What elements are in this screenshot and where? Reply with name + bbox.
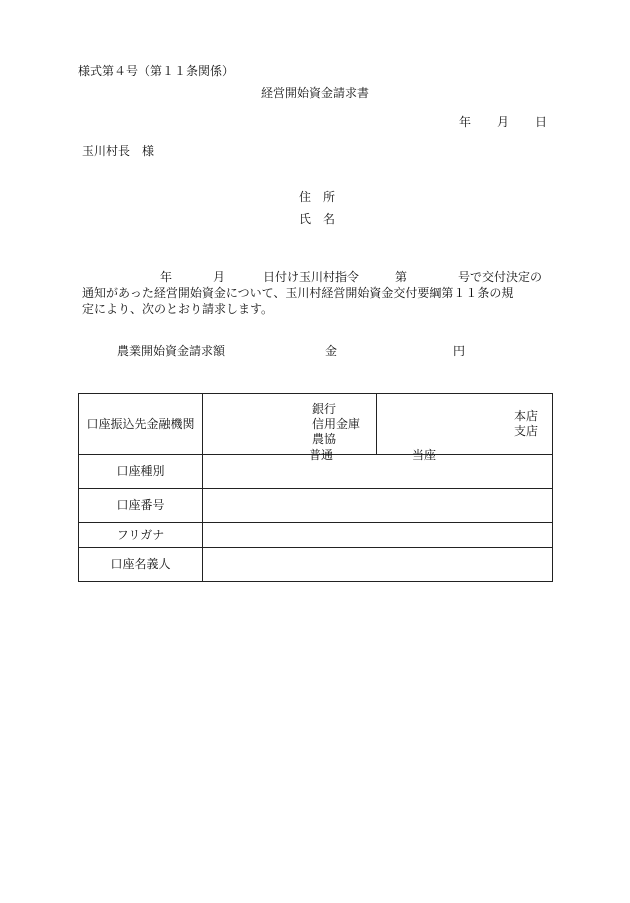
institution-type-nokyo: 農協 (312, 431, 337, 446)
account-holder-label: 口座名義人 (79, 548, 203, 582)
furigana-field[interactable] (203, 523, 553, 548)
institution-type-bank: 銀行 (312, 401, 337, 416)
body-number-suffix: 号で交付決定の (458, 270, 543, 284)
institution-label: 口座振込先金融機関 (79, 394, 203, 455)
amount-label: 農業開始資金請求額 (117, 344, 226, 358)
bank-account-table (78, 393, 553, 582)
table-row (79, 394, 553, 455)
amount-prefix: 金 (325, 344, 338, 358)
date-day-label: 日 (535, 115, 548, 129)
addressee: 玉川村長 様 (82, 144, 155, 158)
date-year-label: 年 (459, 115, 472, 129)
account-type-ordinary: 普通 (309, 448, 334, 462)
body-year-label: 年 (160, 270, 173, 284)
body-dated-text: 日付け玉川村指令 (263, 270, 360, 284)
table-row (79, 523, 553, 548)
table-row (79, 489, 553, 523)
amount-unit: 円 (453, 344, 466, 358)
furigana-label: フリガナ (79, 523, 203, 548)
table-row (79, 548, 553, 582)
branch-type-cell[interactable] (377, 394, 553, 455)
account-type-cell[interactable] (203, 448, 553, 489)
form-number: 様式第４号（第１１条関係） (78, 64, 235, 78)
account-holder-field[interactable] (203, 548, 553, 582)
body-line-3: 定により、次のとおり請求します。 (82, 302, 274, 316)
body-month-label: 月 (213, 270, 226, 284)
name-label: 氏 名 (299, 212, 336, 226)
account-type-current: 当座 (412, 448, 437, 462)
institution-type-shinkin: 信用金庫 (312, 416, 361, 431)
date-line (459, 115, 547, 129)
institution-type-cell[interactable] (203, 394, 377, 455)
account-type-label: 口座種別 (79, 455, 203, 489)
address-label: 住 所 (299, 190, 336, 204)
body-number-prefix: 第 (395, 270, 408, 284)
account-number-label: 口座番号 (79, 489, 203, 523)
document-title: 経営開始資金請求書 (260, 86, 369, 100)
branch-type-main: 本店 (513, 409, 538, 423)
date-month-label: 月 (497, 115, 510, 129)
body-line-2: 通知があった経営開始資金について、玉川村経営開始資金交付要綱第１１条の規 (82, 286, 514, 300)
account-number-field[interactable] (203, 489, 553, 523)
branch-type-branch: 支店 (513, 424, 538, 438)
table-row (79, 455, 553, 489)
